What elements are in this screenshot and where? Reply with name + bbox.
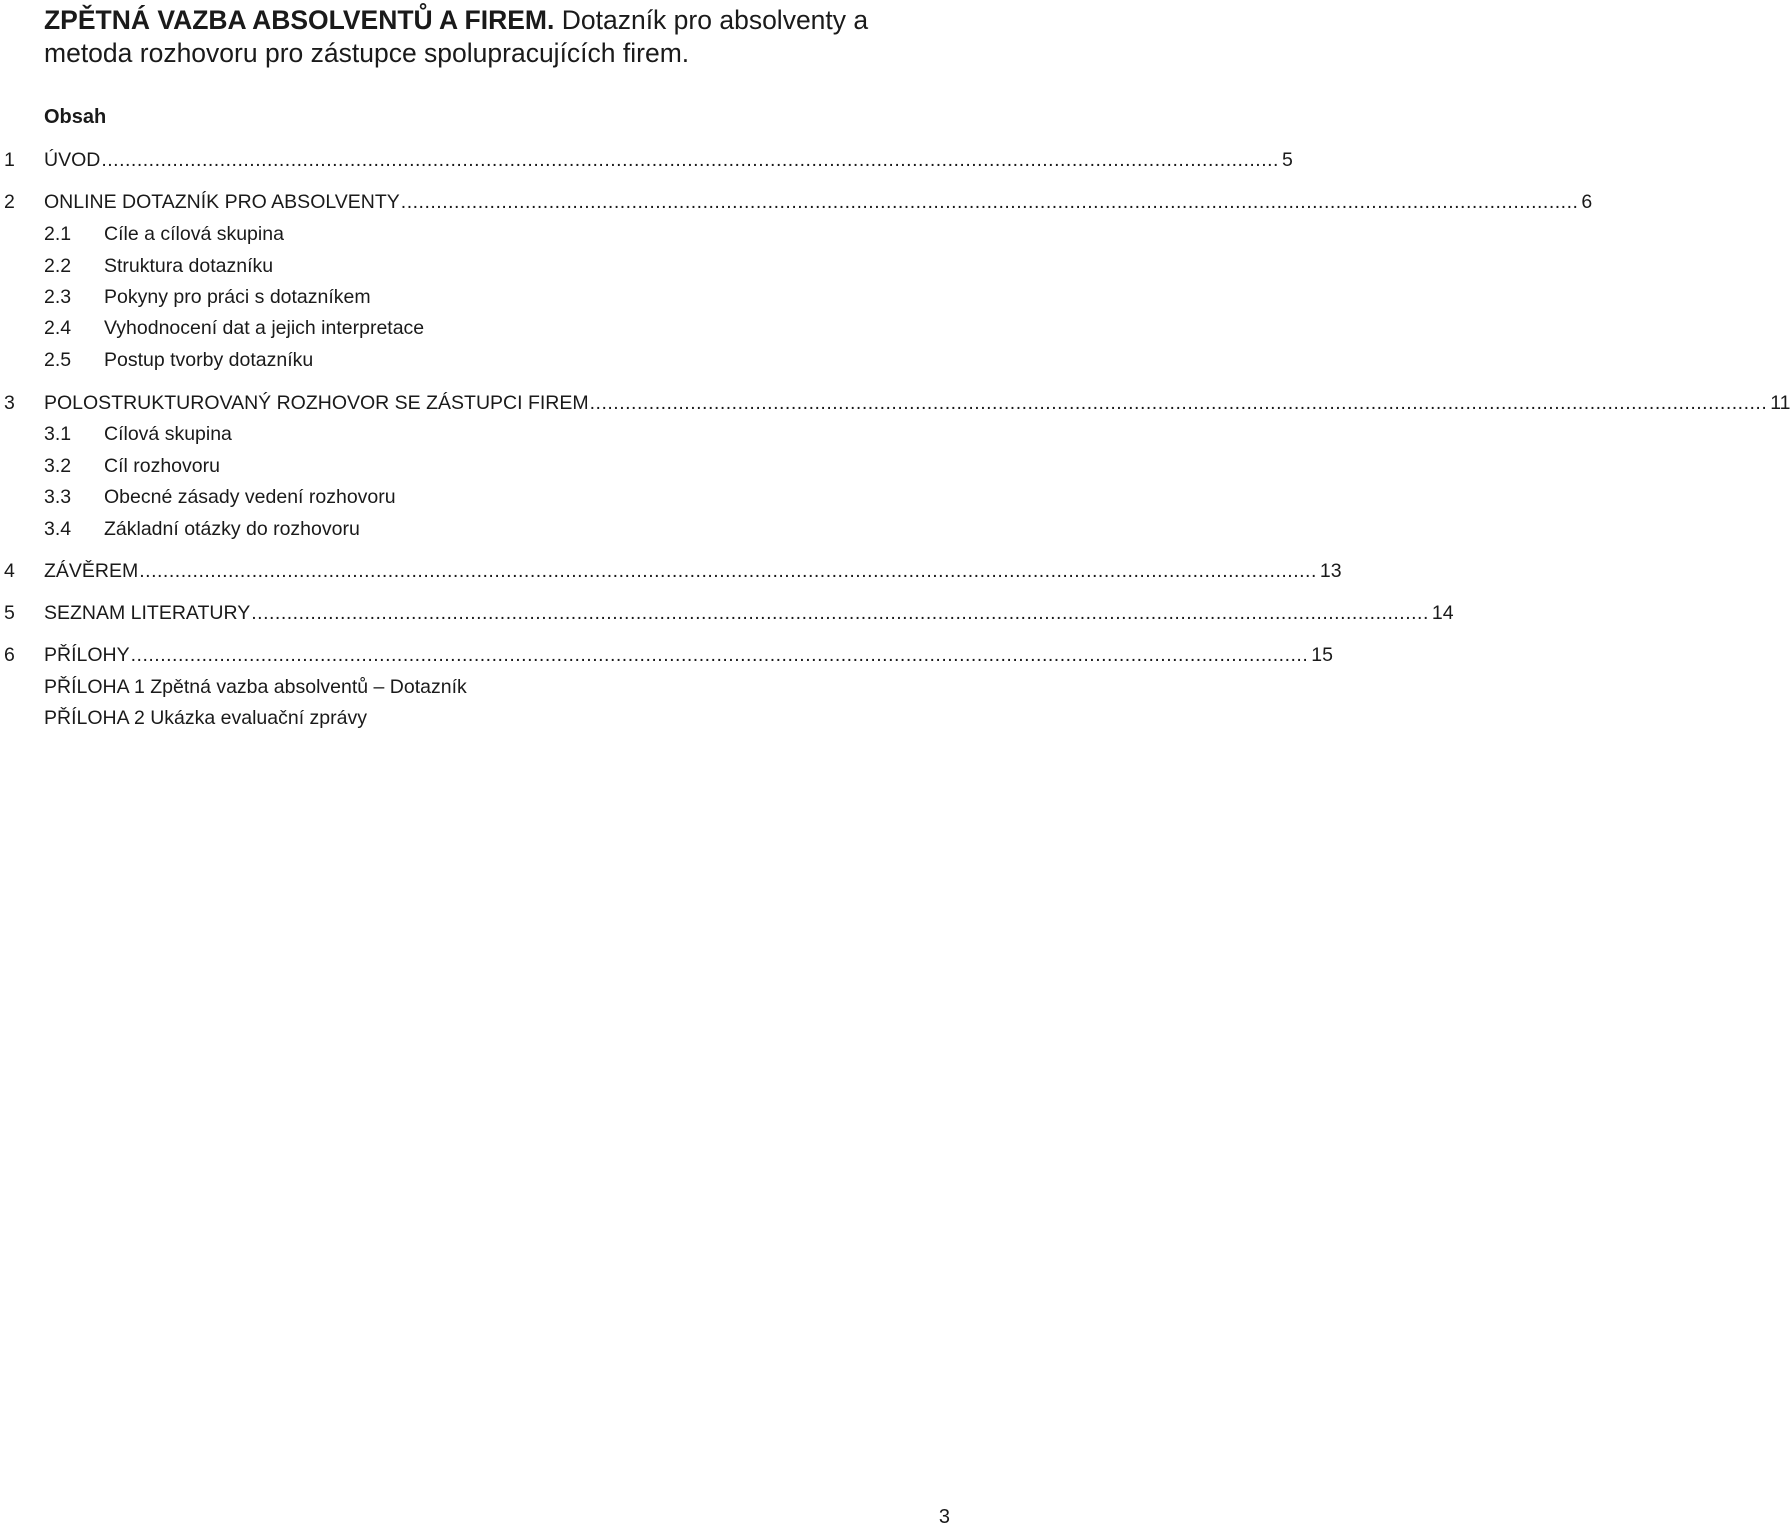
- toc-entry-seznam-literatury[interactable]: [0, 601, 1454, 625]
- dot-leader: .......................................................................................................................................................................................................: [400, 191, 1579, 213]
- toc-entry-number: 4: [4, 560, 15, 582]
- dot-leader: .......................................................................................................................................................................................................: [101, 149, 1279, 171]
- toc-subentry-3-3[interactable]: [0, 485, 949, 509]
- toc-entry-uvod[interactable]: [0, 148, 1293, 172]
- toc-heading: Obsah: [44, 106, 107, 128]
- toc-subentry-2-5[interactable]: [0, 348, 949, 372]
- toc-subentry-2-4[interactable]: [0, 316, 949, 340]
- toc-entry-page: 13: [1319, 560, 1342, 582]
- toc-entry-label: ZÁVĚREM: [44, 560, 139, 582]
- toc-entry-rozhovor[interactable]: [0, 391, 1791, 415]
- toc-entry-number: 3.1: [44, 423, 72, 445]
- toc-entry-label: Vyhodnocení dat a jejich interpretace: [104, 317, 425, 339]
- toc-entry-label: Cílová skupina: [104, 423, 232, 445]
- toc-subentry-3-2[interactable]: [0, 454, 949, 478]
- toc-entry-number: 3.4: [44, 518, 72, 540]
- dot-leader: .......................................................................................................................................................................................................: [589, 392, 1768, 414]
- toc-entry-label: Pokyny pro práci s dotazníkem: [104, 286, 371, 308]
- title-rest-part: Dotazník pro absolventy a metoda rozhovoru pro zástupce spolupracujících firem.: [44, 5, 869, 68]
- toc-entry-page: 15: [1311, 644, 1333, 666]
- toc-entry-page: 11: [1770, 392, 1791, 414]
- toc-entry-page: 6: [1581, 191, 1593, 213]
- toc-entry-number: 3: [4, 392, 15, 414]
- toc-subentry-3-1[interactable]: [0, 422, 949, 446]
- page-title: [44, 4, 934, 70]
- title-bold-part: ZPĚTNÁ VAZBA ABSOLVENTŮ A FIREM.: [44, 5, 555, 35]
- page-number: 3: [938, 1506, 950, 1528]
- toc-entry-online-dotaznik[interactable]: [0, 190, 1593, 214]
- toc-entry-label: ÚVOD: [44, 149, 101, 171]
- toc-entry-number: 2.5: [44, 349, 72, 371]
- dot-leader: .......................................................................................................................................................................................................: [139, 560, 1317, 582]
- toc-entry-zaverem[interactable]: [0, 559, 1342, 583]
- toc-entry-number: 2.3: [44, 286, 72, 308]
- toc-entry-label: Cíl rozhovoru: [104, 455, 220, 477]
- toc-entry-number: 5: [4, 602, 15, 624]
- dot-leader: .......................................................................................................................................................................................................: [251, 602, 1429, 624]
- toc-entry-number: 1: [4, 149, 15, 171]
- toc-appendix-2[interactable]: [0, 706, 949, 730]
- toc-entry-label: Struktura dotazníku: [104, 255, 274, 277]
- toc-entry-label: Postup tvorby dotazníku: [104, 349, 314, 371]
- toc-entry-label: ONLINE DOTAZNÍK PRO ABSOLVENTY: [44, 191, 400, 213]
- toc-entry-number: 2.2: [44, 255, 72, 277]
- toc-entry-number: 3.2: [44, 455, 72, 477]
- toc-entry-page: 5: [1281, 149, 1293, 171]
- toc-subentry-2-3[interactable]: [0, 285, 949, 309]
- toc-appendix-1[interactable]: [0, 675, 949, 699]
- toc-entry-prilohy[interactable]: [0, 643, 1333, 667]
- toc-entry-label: PŘÍLOHA 1 Zpětná vazba absolventů – Dotazník: [44, 676, 467, 698]
- toc-entry-number: 2: [4, 191, 15, 213]
- toc-entry-label: PŘÍLOHY: [44, 644, 130, 666]
- toc-entry-label: PŘÍLOHA 2 Ukázka evaluační zprávy: [44, 707, 367, 729]
- toc-subentry-2-1[interactable]: [0, 222, 949, 246]
- toc-subentry-3-4[interactable]: [0, 517, 949, 541]
- toc-entry-number: 2.1: [44, 223, 72, 245]
- toc-entry-number: 3.3: [44, 486, 72, 508]
- toc-subentry-2-2[interactable]: [0, 254, 949, 278]
- toc-entry-label: Základní otázky do rozhovoru: [104, 518, 360, 540]
- toc-entry-number: 2.4: [44, 317, 72, 339]
- toc-entry-number: 6: [4, 644, 15, 666]
- toc-entry-label: Cíle a cílová skupina: [104, 223, 284, 245]
- dot-leader: .......................................................................................................................................................................................................: [130, 644, 1309, 666]
- toc-entry-page: 14: [1431, 602, 1454, 624]
- toc-entry-label: Obecné zásady vedení rozhovoru: [104, 486, 396, 508]
- toc-entry-label: POLOSTRUKTUROVANÝ ROZHOVOR SE ZÁSTUPCI FIREM: [44, 392, 589, 414]
- toc-entry-label: SEZNAM LITERATURY: [44, 602, 251, 624]
